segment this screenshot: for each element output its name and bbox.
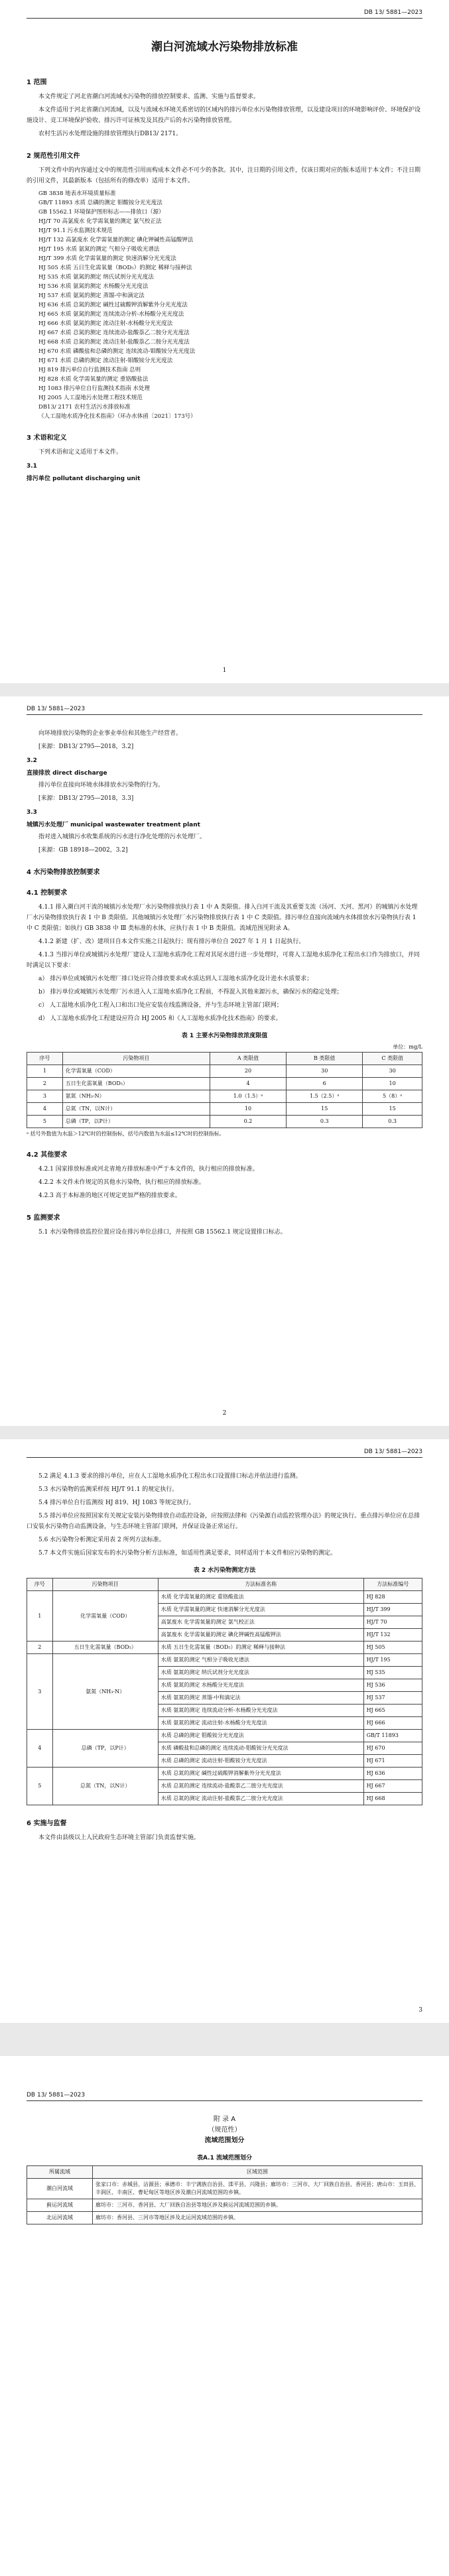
- paragraph: 4.2.1 国家排放标准或河北省地方排放标准中严于本文件的，执行相应的排放标准。: [38, 1166, 259, 1173]
- term-source: [来源：DB13/ 2795—2018，3.3]: [38, 795, 134, 802]
- table-cell: 廊坊市：香河县、三河市等地区涉及北运河流域范围的乡镇。: [93, 2212, 422, 2224]
- document-page-4: [0, 2056, 449, 2576]
- reference-item: HJ 667 水质 总氮的测定 连续流动-盐酸萘乙二胺分光光度法: [38, 330, 190, 336]
- table-cell: 水质 氨氮的测定 流动注射-水杨酸分光光度法: [158, 1717, 363, 1730]
- document-title: 潮白河流域水污染物排放标准: [151, 40, 298, 54]
- table-cell: 潮白河流域: [27, 2179, 93, 2199]
- table-cell: 6: [287, 1078, 363, 1090]
- table-cell: 30: [363, 1065, 422, 1078]
- table-cell: 水质 氨氮的测定 连续流动分析-水杨酸分光光度法: [158, 1705, 363, 1717]
- table-row: [27, 2212, 422, 2224]
- table-cell: 廊坊市：三河市、香河县、大厂回族自治县等地区涉及蓟运河流域范围的乡镇。: [93, 2199, 422, 2212]
- reference-item: 《人工湿地水质净化技术指南》（环办水体函〔2021〕173号）: [38, 413, 196, 420]
- reference-item: HJ 536 水质 氨氮的测定 水杨酸分光光度法: [38, 283, 149, 290]
- table-cell: 15: [287, 1103, 363, 1116]
- table-row: [27, 1654, 422, 1667]
- table-cell: HJ 505: [363, 1642, 422, 1654]
- page-number: 1: [222, 667, 227, 674]
- reference-item: HJ 666 水质 氨氮的测定 流动注射-水杨酸分光光度法: [38, 320, 173, 327]
- table-note: ᵃ 括号外数值为水温＞12℃时的控制指标，括号内数值为水温≤12℃时的控制指标。: [27, 1131, 225, 1137]
- table-cell: 15: [363, 1103, 422, 1116]
- table-cell: 3: [27, 1090, 63, 1103]
- paragraph: 4.1.2 新建（扩、改）建项目自本文件实施之日起执行；现有排污单位自 2027 年 1 月 1 日起执行。: [38, 938, 305, 945]
- reference-item: HJ 668 水质 总氮的测定 流动注射-盐酸萘乙二胺分光光度法: [38, 339, 190, 346]
- table-unit: 单位：mg/L: [393, 1044, 422, 1050]
- paragraph: 农村生活污水处理设施的排放管理执行DB13/ 2171。: [38, 131, 182, 137]
- table-cell: GB/T 11893: [363, 1730, 422, 1742]
- document-page-1: [0, 0, 449, 683]
- table-cell: HJ/T 399: [363, 1604, 422, 1616]
- table-cell: 1: [27, 1065, 63, 1078]
- reference-item: HJ/T 195 水质 氨氮的测定 气相分子吸收光谱法: [38, 246, 160, 253]
- table-body: [27, 2179, 422, 2224]
- paragraph: 本文件规定了河北省潮白河流域水污染物的排放控制要求、监测、实施与监督要求。: [38, 94, 260, 100]
- table-cell: 10: [210, 1103, 286, 1116]
- page-header: DB 13/ 5881—2023: [27, 1439, 422, 1458]
- reference-list: [27, 189, 422, 421]
- table-row: [27, 2199, 422, 2212]
- term-text: 排污单位 pollutant discharging unit: [27, 476, 141, 482]
- section-heading: 5 监测要求: [27, 1214, 60, 1222]
- reference-item: HJ 819 排污单位自行监测技术指南 总则: [38, 367, 141, 373]
- table-cell: HJ/T 70: [363, 1616, 422, 1629]
- list-item: a） 排污单位或城镇污水处理厂排口处应符合排放要求或水质达到人工湿地水质净化设计进水水质要求；: [38, 976, 313, 982]
- table-row: [27, 1730, 422, 1742]
- table-cell: 水质 氨氮的测定 纳氏试剂分光光度法: [158, 1667, 363, 1679]
- list-item: c） 人工湿地水质净化工程入口和出口处应安装在线监测设备，并与生态环境主管部门联网；: [38, 1002, 283, 1009]
- table-cell: 10: [363, 1078, 422, 1090]
- table-cell: 总氮（TN，以N计）: [52, 1768, 158, 1805]
- reference-item: HJ 535 水质 氨氮的测定 纳氏试剂分光光度法: [38, 274, 154, 281]
- table-cell: 五日生化需氧量（BOD₅）: [52, 1642, 158, 1654]
- paragraph: 5.1 水污染物排放监控位置应设在排污单位总排口，并按照 GB 15562.1 规定设置排口标志。: [38, 1229, 287, 1236]
- section-heading: 6 实施与监督: [27, 1820, 67, 1827]
- table-cell: HJ 671: [363, 1755, 422, 1768]
- table-cell: 水质 氨氮的测定 气相分子吸收光谱法: [158, 1654, 363, 1667]
- term-source: [来源：GB 18918—2002，3.2]: [38, 847, 128, 854]
- table-header-cell: B 类限值: [287, 1053, 363, 1065]
- clause-number: 3.2: [27, 757, 37, 764]
- methods-table: [27, 1578, 422, 1805]
- table-cell: 水质 总磷的测定 钼酸铵分光光度法: [158, 1730, 363, 1742]
- list-item: d） 人工湿地水质净化工程建设应符合 HJ 2005 和《人工湿地水质净化技术指南》的要求。: [38, 1015, 282, 1022]
- section-heading: 4 水污染物排放控制要求: [27, 869, 100, 876]
- basin-table: [27, 2165, 422, 2224]
- table-row: [27, 1090, 422, 1103]
- paragraph: 下列文件中的内容通过文中的规范性引用而构成本文件必不可少的条款。其中，注日期的引用文件，仅该日期对应的版本适用于本文件；不注日期的引用文件，其最新版本（包括所有的修改单）适用于本文件。: [27, 167, 421, 184]
- table-cell: 氨氮（NH₃-N）: [62, 1090, 210, 1103]
- limits-table: [27, 1052, 422, 1128]
- table-body: [27, 1065, 422, 1128]
- document-page-2: [0, 696, 449, 1426]
- annex-kind: （规范性）: [208, 2126, 241, 2134]
- reference-item: GB 3838 地表水环境质量标准: [38, 190, 116, 197]
- table-cell: 4: [27, 1730, 53, 1768]
- section-heading: 3 术语和定义: [27, 434, 67, 442]
- reference-item: HJ/T 70 高氯废水 化学需氧量的测定 氯气校正法: [38, 218, 162, 225]
- paragraph: 4.2.3 高于本标准的地区可规定更加严格的排放要求。: [38, 1192, 181, 1199]
- reference-item: GB/T 11893 水质 总磷的测定 钼酸铵分光光度法: [38, 200, 162, 206]
- table-cell: 高氯废水 化学需氧量的测定 碘化钾碱性高锰酸钾法: [158, 1629, 363, 1642]
- paragraph: 下列术语和定义适用于本文件。: [38, 449, 123, 456]
- reference-item: HJ 537 水质 氨氮的测定 蒸馏-中和滴定法: [38, 292, 145, 299]
- reference-item: HJ 2005 人工湿地污水处理工程技术规范: [38, 395, 143, 401]
- reference-item: HJ 670 水质 磷酸盐和总磷的测定 连续流动-钼酸铵分光光度法: [38, 348, 196, 355]
- term-definition: 排污单位直接向环境水体排放水污染物的行为。: [38, 782, 164, 789]
- reference-item: DB13/ 2171 农村生活污水排放标准: [38, 404, 131, 411]
- reference-item: HJ/T 132 高氯废水 化学需氧量的测定 碘化钾碱性高锰酸钾法: [38, 237, 194, 243]
- table-row: [27, 1078, 422, 1090]
- table-header-cell: 区域范围: [93, 2166, 422, 2179]
- table-cell: 水质 氨氮的测定 蒸馏-中和滴定法: [158, 1692, 363, 1705]
- reference-item: HJ 636 水质 总氮的测定 碱性过硫酸钾消解紫外分光光度法: [38, 302, 188, 308]
- clause-number: 3.1: [27, 463, 37, 470]
- table-cell: 5: [27, 1768, 53, 1805]
- section-heading: 1 范围: [27, 79, 47, 86]
- table-header-row: [27, 1578, 422, 1591]
- table-cell: 3: [27, 1654, 53, 1730]
- clause-number: 3.3: [27, 809, 37, 816]
- page-header: DB 13/ 5881—2023: [27, 0, 422, 19]
- table-caption: 表 1 主要水污染物排放浓度限值: [181, 1033, 268, 1039]
- table-cell: HJ 668: [363, 1793, 422, 1805]
- table-cell: 水质 总氮的测定 连续流动-盐酸萘乙二胺分光光度法: [158, 1780, 363, 1793]
- term-source: [来源：DB13/ 2795—2018，3.2]: [38, 743, 134, 750]
- table-cell: 化学需氧量（COD）: [52, 1591, 158, 1642]
- table-cell: 5（8）ᵃ: [363, 1090, 422, 1103]
- reference-item: HJ 671 水质 总磷的测定 流动注射-钼酸铵分光光度法: [38, 357, 173, 364]
- term-heading: [27, 768, 422, 779]
- table-cell: 水质 磷酸盐和总磷的测定 连续流动-钼酸铵分光光度法: [158, 1742, 363, 1755]
- page-header: DB 13/ 5881—2023: [27, 2083, 422, 2101]
- table-cell: 水质 总氮的测定 碱性过硫酸钾消解紫外分光光度法: [158, 1768, 363, 1780]
- table-cell: 总磷（TP，以P计）: [52, 1730, 158, 1768]
- table-header-cell: 所属流域: [27, 2166, 93, 2179]
- table-cell: 4: [210, 1078, 286, 1090]
- table-cell: 蓟运河流域: [27, 2199, 93, 2212]
- table-cell: 2: [27, 1642, 53, 1654]
- paragraph: 4.2.2 本文件未作规定的其他水污染物，执行相应的排放标准。: [38, 1179, 205, 1186]
- table-cell: 北运河流域: [27, 2212, 93, 2224]
- page-header: DB 13/ 5881—2023: [27, 696, 422, 715]
- table-cell: 30: [287, 1065, 363, 1078]
- table-cell: 水质 总氮的测定 流动注射-盐酸萘乙二胺分光光度法: [158, 1793, 363, 1805]
- reference-item: HJ/T 91.1 污水监测技术规范: [38, 227, 113, 234]
- table-header-cell: 污染物项目: [52, 1578, 158, 1591]
- table-cell: HJ 636: [363, 1768, 422, 1780]
- term-heading: [27, 820, 422, 830]
- table-cell: 1: [27, 1591, 53, 1642]
- table-header-cell: C 类限值: [363, 1053, 422, 1065]
- term-heading: [27, 474, 422, 484]
- reference-item: HJ 828 水质 化学需氧量的测定 重铬酸盐法: [38, 376, 149, 383]
- table-cell: 水质 化学需氧量的测定 快速消解分光光度法: [158, 1604, 363, 1616]
- paragraph: 5.2 满足 4.1.3 要求的排污单位，应在人工湿地水质净化工程出水口设置排口标志并依法进行监测。: [38, 1473, 302, 1480]
- term-definition: 指对进入城镇污水收集系统的污水进行净化处理的污水处理厂。: [38, 834, 206, 840]
- subsection-heading: 4.1 控制要求: [27, 889, 68, 897]
- subsection-heading: 4.2 其他要求: [27, 1151, 68, 1159]
- table-row: [27, 1065, 422, 1078]
- term-text: 城镇污水处理厂 municipal wastewater treatment plant: [27, 822, 200, 828]
- table-row: [27, 1768, 422, 1780]
- paragraph: 本文件适用于河北省潮白河流域，以及与流域水环境关系密切的区域内的排污单位水污染物排放管理，以及建设项目的环境影响评价、环境保护设施设计、竞工环境保护验收、排污许可证核发及其投产后的水污染物排放管理。: [27, 107, 421, 124]
- term-text: 直接排放 direct discharge: [27, 770, 107, 777]
- reference-item: HJ 665 水质 氨氮的测定 连续流动分析-水杨酸分光光度法: [38, 311, 184, 318]
- table-cell: 20: [210, 1065, 286, 1078]
- paragraph: 4.1.3 当排污单位或城镇污水处理厂建设人工湿地水质净化工程对其尾水进行进一步处理时，可将人工湿地水质净化工程出水口作为排放口，并同时满足以下要求：: [27, 952, 420, 969]
- table-cell: 0.3: [363, 1116, 422, 1128]
- reference-item: HJ 505 水质 五日生化需氧量（BOD₅）的测定 稀释与接种法: [38, 265, 192, 271]
- paragraph: 4.1.1 排入潮白河干流的城镇污水处理厂水污染物排放执行表 1 中 A 类限值。排入白河干流及其重要支流（汤河、天河、黑河）的城镇污水处理厂水污染物排放执行表 1 中 B 类限值。其他城镇污水处理厂水污染物排放执行表 1 中 C 类限值。排污单位直接向流域内水体排放水污染物执行表 1 中 C 类限值；如执行 GB 3838 中 Ⅲ 类标准的水体，应执行表 1 中 B 类限值。流域范围见附录 A。: [27, 904, 418, 932]
- table-header-row: [27, 2166, 422, 2179]
- page-number: 2: [222, 1410, 227, 1417]
- table-cell: 化学需氧量（COD）: [62, 1065, 210, 1078]
- section-heading: 2 规范性引用文件: [27, 153, 80, 160]
- table-cell: 1.0（1.5）ᵃ: [210, 1090, 286, 1103]
- reference-item: HJ/T 399 水质 化学需氧量的测定 快速消解分光光度法: [38, 255, 176, 262]
- paragraph: 本文件由县级以上人民政府生态环境主管部门负责监督实施。: [38, 1835, 200, 1841]
- table-cell: 水质 五日生化需氧量（BOD₅）的测定 稀释与接种法: [158, 1642, 363, 1654]
- table-cell: HJ 666: [363, 1717, 422, 1730]
- table-cell: 0.3: [287, 1116, 363, 1128]
- table-cell: 五日生化需氧量（BOD₅）: [62, 1078, 210, 1090]
- table-header-cell: 方法标准编号: [363, 1578, 422, 1591]
- table-caption: 表 2 水污染物测定方法: [193, 1567, 256, 1574]
- table-header-cell: 序号: [27, 1578, 53, 1591]
- table-header-cell: 污染物项目: [62, 1053, 210, 1065]
- table-cell: 水质 氨氮的测定 水杨酸分光光度法: [158, 1679, 363, 1692]
- table-cell: HJ 670: [363, 1742, 422, 1755]
- table-cell: 水质 总磷的测定 流动注射-钼酸铵分光光度法: [158, 1755, 363, 1768]
- table-cell: 张家口市：赤城县、沽源县；承德市：丰宁满族自治县、滦平县、兴隆县；廊坊市：三河市、大厂回族自治县、香河县；唐山市：玉田县、丰润区、丰南区、曹妃甸区等地区涉及潮白河流域范围的乡镇。: [93, 2179, 422, 2199]
- table-cell: 4: [27, 1103, 63, 1116]
- document-page-3: [0, 1439, 449, 2023]
- page-number: 3: [418, 2007, 422, 2014]
- table-cell: HJ 537: [363, 1692, 422, 1705]
- table-header-cell: 序号: [27, 1053, 63, 1065]
- annex-label: 附 录 A: [213, 2116, 236, 2123]
- table-cell: 高氯废水 化学需氧量的测定 氯气校正法: [158, 1616, 363, 1629]
- paragraph: 5.5 排污单位应按照国家有关规定安装污染物排放自动监控设备，应按照法律和《污染源自动监控管理办法》的规定执行。重点排污单位应在总排口安装水污染物自动监测设备，与生态环境主管部门联网，并保证设备正常运行。: [27, 1513, 420, 1530]
- table-row: [27, 1591, 422, 1604]
- reference-item: GB 15562.1 环境保护图形标志——排放口（源）: [38, 209, 164, 216]
- table-cell: 2: [27, 1078, 63, 1090]
- table-cell: 总氮（TN，以N计）: [62, 1103, 210, 1116]
- annex-title: 流域范围划分: [204, 2137, 245, 2144]
- table-cell: HJ 535: [363, 1667, 422, 1679]
- table-cell: 5: [27, 1116, 63, 1128]
- table-header-row: [27, 1053, 422, 1065]
- table-header-cell: 方法标准名称: [158, 1578, 363, 1591]
- table-header-cell: A 类限值: [210, 1053, 286, 1065]
- table-cell: 氨氮（NH₃-N）: [52, 1654, 158, 1730]
- paragraph: 5.6 水污染物分析测定采用表 2 所列方法标准。: [38, 1537, 165, 1543]
- table-row: [27, 1116, 422, 1128]
- reference-item: HJ 1083 排污单位自行监测技术指南 水处理: [38, 385, 151, 392]
- table-body: [27, 1591, 422, 1805]
- table-cell: HJ 667: [363, 1780, 422, 1793]
- paragraph: 5.3 水污染物的监测采样按 HJ/T 91.1 的规定执行。: [38, 1486, 178, 1493]
- table-cell: HJ/T 132: [363, 1629, 422, 1642]
- table-cell: HJ 665: [363, 1705, 422, 1717]
- paragraph: 5.7 本文件实施后国家发布的水污染物分析方法标准，如适用性满足要求，同样适用于本文件相应污染物的测定。: [38, 1550, 337, 1557]
- table-row: [27, 1642, 422, 1654]
- table-cell: 水质 化学需氧量的测定 重铬酸盐法: [158, 1591, 363, 1604]
- table-caption: 表A.1 流域范围划分: [197, 2155, 252, 2161]
- table-cell: 1.5（2.5）ᵃ: [287, 1090, 363, 1103]
- table-cell: HJ/T 195: [363, 1654, 422, 1667]
- list-item: b） 排污单位或城镇污水处理厂污水进入人工湿地水质净化工程前，不得混入其他来源污水，确保污水的稳定处理；: [38, 989, 343, 996]
- table-cell: 0.2: [210, 1116, 286, 1128]
- table-cell: HJ 536: [363, 1679, 422, 1692]
- term-definition: 向环境排放污染物的企业事业单位和其他生产经营者。: [38, 730, 182, 737]
- paragraph: 5.4 排污单位自行监测按 HJ 819、HJ 1083 等规定执行。: [38, 1500, 195, 1506]
- table-row: [27, 1103, 422, 1116]
- table-row: [27, 2179, 422, 2199]
- table-cell: 总磷（TP，以P计）: [62, 1116, 210, 1128]
- table-cell: HJ 828: [363, 1591, 422, 1604]
